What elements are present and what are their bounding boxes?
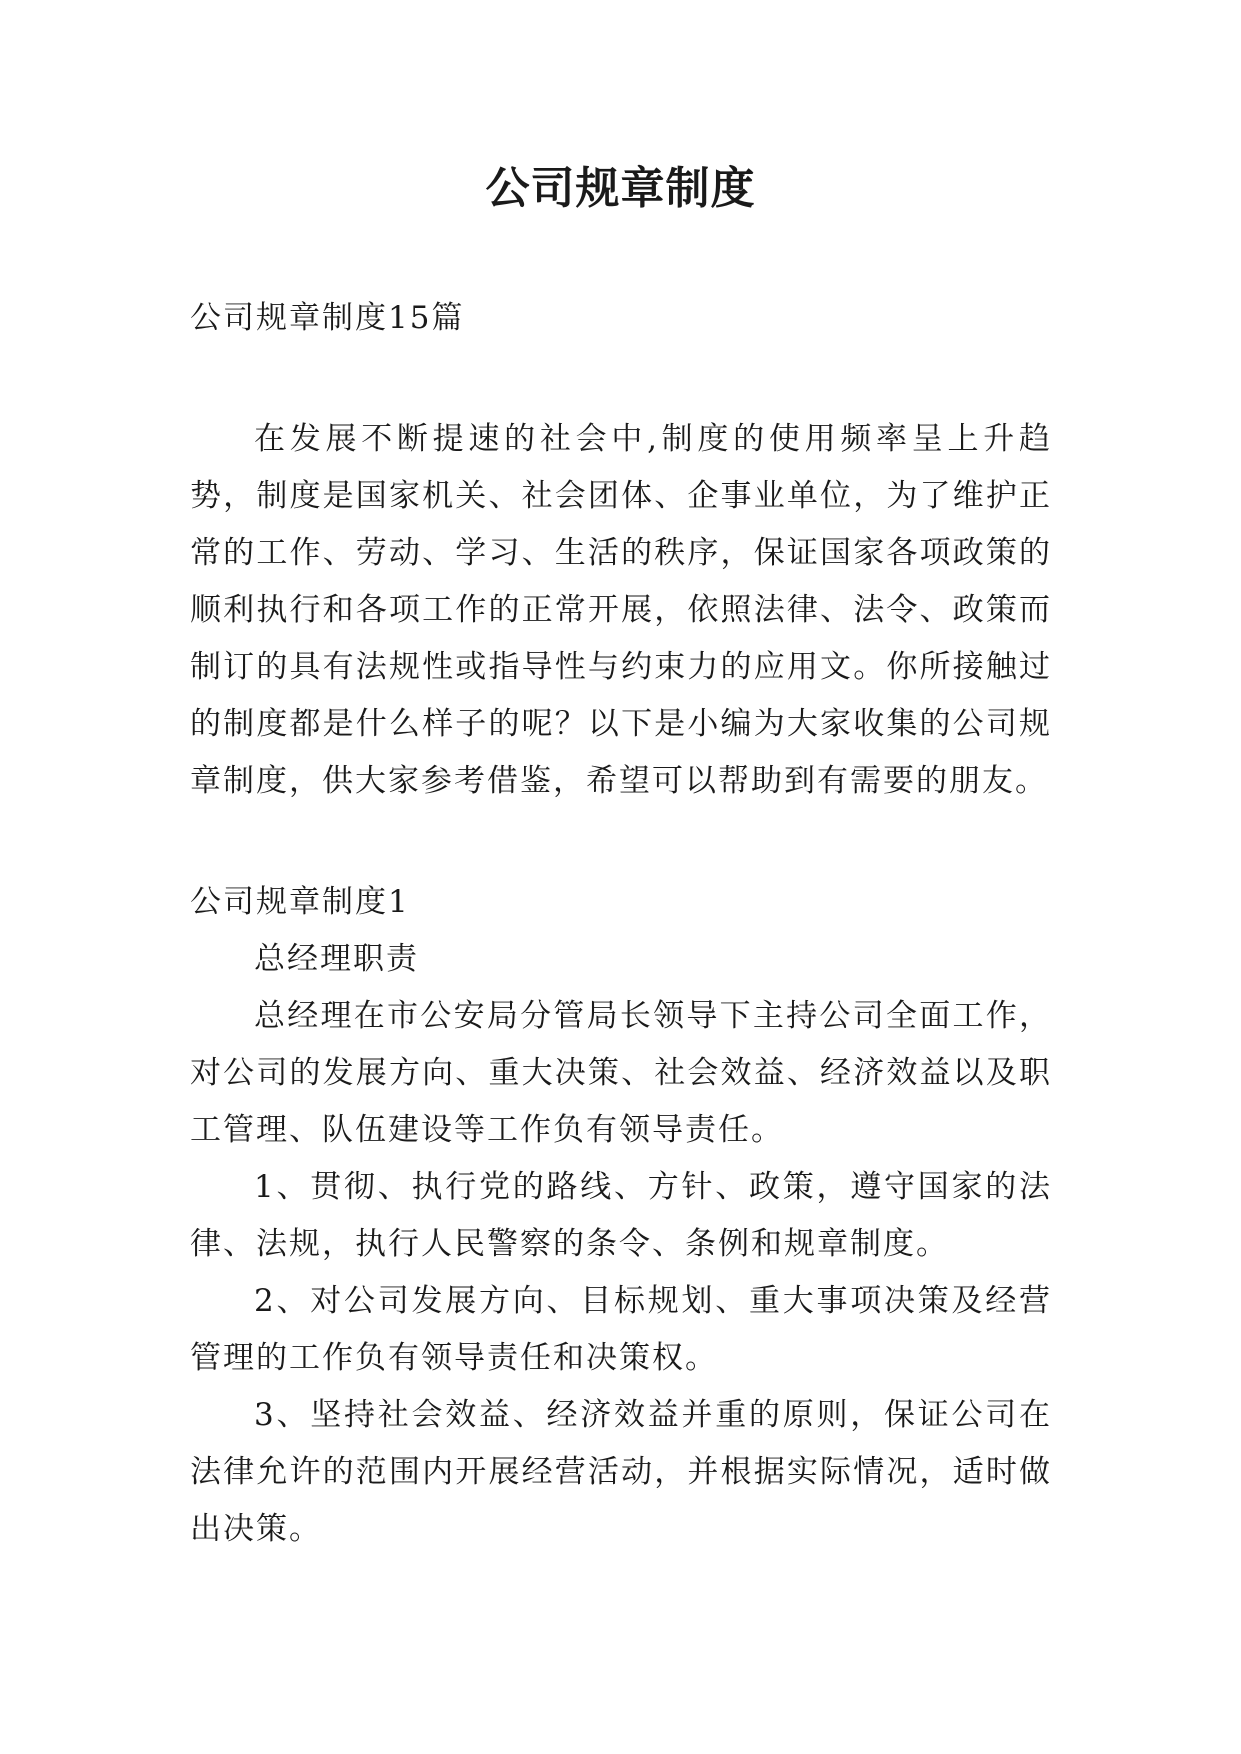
intro-paragraph: 在发展不断提速的社会中,制度的使用频率呈上升趋势，制度是国家机关、社会团体、企事业单位，为了维护正常的工作、劳动、学习、生活的秩序，保证国家各项政策的顺利执行和各项工作的正常开展，依照法律、法令、政策而制订的具有法规性或指导性与约束力的应用文。你所接触过的制度都是什么样子的呢？以下是小编为大家收集的公司规章制度，供大家参考借鉴，希望可以帮助到有需要的朋友。 [190, 421, 1052, 799]
document-title: 公司规章制度 [485, 163, 756, 214]
body-paragraph: 1、贯彻、执行党的路线、方针、政策，遵守国家的法律、法规，执行人民警察的条令、条例和规章制度。 [190, 1169, 1052, 1262]
body-paragraph: 3、坚持社会效益、经济效益并重的原则，保证公司在法律允许的范围内开展经营活动，并根据实际情况，适时做出决策。 [190, 1397, 1052, 1547]
document-subtitle: 公司规章制度15篇 [190, 300, 465, 336]
body-paragraph: 总经理在市公安局分管局长领导下主持公司全面工作，对公司的发展方向、重大决策、社会效益、经济效益以及职工管理、队伍建设等工作负有领导责任。 [190, 998, 1052, 1148]
section-subheading: 总经理职责 [254, 941, 419, 977]
section-heading: 公司规章制度1 [190, 884, 410, 920]
body-paragraph: 2、对公司发展方向、目标规划、重大事项决策及经营管理的工作负有领导责任和决策权。 [190, 1283, 1052, 1376]
document-body [190, 290, 1052, 1558]
